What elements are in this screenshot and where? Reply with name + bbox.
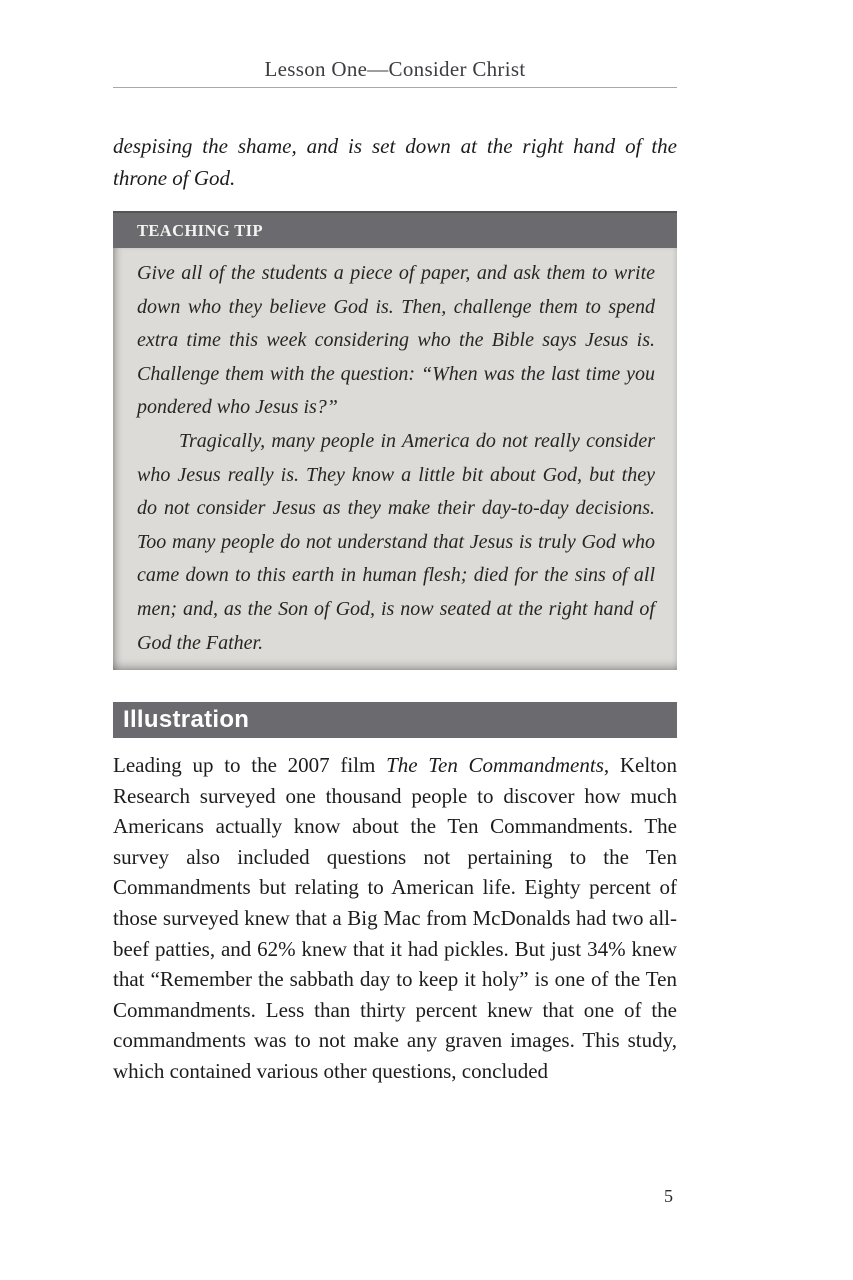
illustration-section-label: Illustration	[123, 706, 250, 733]
illustration-paragraph: Leading up to the 2007 film The Ten Commandments, Kelton Research surveyed one thousand people to discover how much Americans actually know about the Ten Commandments. The survey also included questions not pertaining to the Ten Commandments but relating to American life. Eighty percent of those surveyed knew that a Big Mac from McDonalds had two all-beef patties, and 62% knew that it had pickles. But just 34% knew that “Remember the sabbath day to keep it holy” is one of the Ten Commandments. Less than thirty percent knew that one of the commandments was to not make any graven images. This study, which contained various other questions, concluded	[113, 753, 678, 1083]
illustration-section-bar	[113, 702, 677, 738]
teaching-tip-paragraph: Give all of the students a piece of paper, and ask them to write down who they believe God is. Then, challenge them to spend extra time this week considering who the Bible says Jesus is. Challenge them with the question: “When was the last time you pondered who Jesus is?”	[137, 262, 655, 419]
teaching-tip-header	[113, 211, 677, 248]
teaching-tip-paragraph: Tragically, many people in America do not really consider who Jesus really is. They know a little bit about God, but they do not consider Jesus as they make their day-to-day decisions. Too many people do not understand that Jesus is truly God who came down to this earth in human flesh; died for the sins of all men; and, as the Son of God, is now seated at the right hand of God the Father.	[137, 429, 655, 654]
teaching-tip-box	[113, 211, 677, 670]
scripture-quote-continuation: despising the shame, and is set down at the right hand of the throne of God.	[113, 134, 677, 190]
running-head: Lesson One—Consider Christ	[264, 57, 526, 81]
teaching-tip-body	[113, 248, 677, 670]
page-number: 5	[664, 1186, 673, 1206]
header-rule	[113, 87, 677, 88]
teaching-tip-label: TEACHING TIP	[137, 221, 263, 240]
